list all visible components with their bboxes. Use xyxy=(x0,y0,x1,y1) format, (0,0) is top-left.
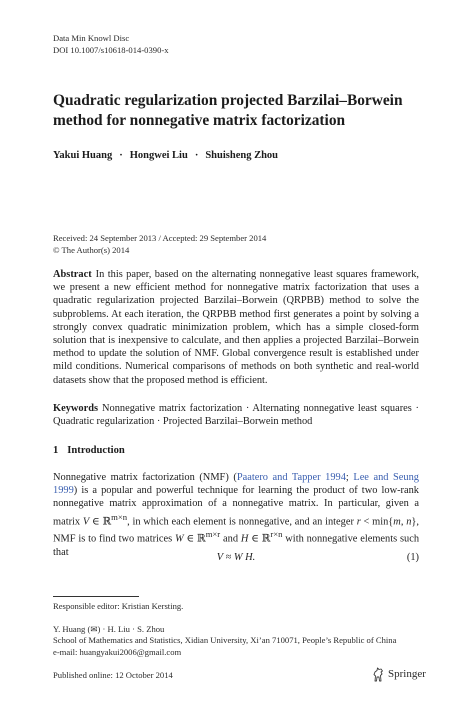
author-separator: · xyxy=(194,150,199,161)
math-symbol: n xyxy=(406,516,412,528)
math-symbol: V xyxy=(82,516,90,528)
citation-link-lee-seung[interactable]: Lee and Seung xyxy=(353,472,419,483)
section-title: Introduction xyxy=(67,445,125,456)
keywords-label: Keywords xyxy=(53,403,99,414)
keywords xyxy=(53,402,419,428)
equation-1 xyxy=(53,552,419,566)
intro-text: ; xyxy=(345,472,354,483)
intro-text: }, NMF is to find two matrices xyxy=(53,516,419,545)
author-affiliation xyxy=(53,624,396,658)
copyright-notice: © The Author(s) 2014 xyxy=(53,244,130,255)
intro-text: and xyxy=(220,533,241,545)
math-text: < min{ xyxy=(360,516,394,528)
published-online-date: Published online: 12 October 2014 xyxy=(53,670,173,680)
author-list xyxy=(53,150,278,161)
footnote-divider xyxy=(53,596,139,597)
math-symbol: m xyxy=(393,516,401,528)
title-line-1: Quadratic regularization projected Barzilai–Borwein xyxy=(53,92,403,109)
paper-title xyxy=(53,91,433,130)
equation-body: V ≈ W H. xyxy=(216,552,256,563)
received-accepted-dates: Received: 24 September 2013 / Accepted: 29 September 2014 xyxy=(53,233,267,243)
intro-text: Nonnegative matrix factorization (NMF) ( xyxy=(53,472,237,483)
introduction-paragraph xyxy=(53,471,419,559)
equation-number: (1) xyxy=(406,552,419,563)
section-number: 1 xyxy=(53,445,59,456)
journal-header xyxy=(53,32,169,56)
responsible-editor-note: Responsible editor: Kristian Kersting. xyxy=(53,601,184,611)
intro-text: ) is a popular and powerful technique for learning the product of two low-rank nonnegative matrix approximation of a nonnegative matrix. In particular, given a matrix xyxy=(53,485,419,528)
publisher-name: Springer xyxy=(388,668,426,680)
math-text: ∈ ℝ xyxy=(183,533,206,545)
math-symbol: r xyxy=(356,516,361,528)
author-name: Hongwei Liu xyxy=(129,150,188,161)
math-text: ∈ ℝ xyxy=(248,533,271,545)
affiliation-email: e-mail: huangyakui2006@gmail.com xyxy=(53,646,182,657)
math-text: , xyxy=(400,516,407,528)
citation-link-paatero-tapper[interactable]: Paatero and Tapper 1994 xyxy=(236,472,346,483)
publication-dates xyxy=(53,233,266,256)
affiliation-school: School of Mathematics and Statistics, Xidian University, Xi’an 710071, People’s Republic of China xyxy=(53,635,397,646)
math-superscript: m×r xyxy=(205,529,221,540)
abstract xyxy=(53,268,419,387)
keywords-text: Nonnegative matrix factorization · Alternating nonnegative least squares · Quadratic regularization · Projected Barzilai–Borwein method xyxy=(53,403,419,428)
affiliation-names: Y. Huang (✉) · H. Liu · S. Zhou xyxy=(53,624,165,634)
math-symbol: H xyxy=(240,533,249,545)
intro-text: with nonnegative elements such that xyxy=(53,533,420,558)
citation-link-lee-seung-year[interactable]: 1999 xyxy=(53,485,74,497)
author-name: Shuisheng Zhou xyxy=(205,150,279,161)
math-superscript: r×n xyxy=(270,529,283,540)
author-name: Yakui Huang xyxy=(53,150,113,161)
doi: DOI 10.1007/s10618-014-0390-x xyxy=(53,45,169,55)
title-line-2: method for nonnegative matrix factorization xyxy=(53,111,346,129)
abstract-label: Abstract xyxy=(53,269,92,280)
publisher-logo xyxy=(372,665,426,683)
math-symbol: W xyxy=(175,533,184,545)
intro-text: , in which each element is nonnegative, and an integer xyxy=(127,516,357,528)
section-heading xyxy=(53,445,125,456)
journal-name: Data Min Knowl Disc xyxy=(53,33,130,43)
author-separator: · xyxy=(119,150,123,161)
springer-horse-icon xyxy=(372,667,385,682)
math-text: ∈ ℝ xyxy=(89,516,112,528)
abstract-text: In this paper, based on the alternating nonnegative least squares framework, we present a new efficient method for nonnegative matrix factorization that uses a quadratic regularization projected Barzilai–Borwein (QRPBB) method to solve the subproblems. At each iteration, the QRPBB method first generates a point by solving a strongly convex quadratic minimization problem, which has a simple closed-form solution that is inexpensive to calculate, and then applies a projected Barzilai–Borwein method to update the solution of NMF. Global convergence result is established under mild conditions. Numerical comparisons of methods on both synthetic and real-world datasets show that the proposed method is efficient. xyxy=(53,269,419,386)
math-superscript: m×n xyxy=(111,511,128,522)
